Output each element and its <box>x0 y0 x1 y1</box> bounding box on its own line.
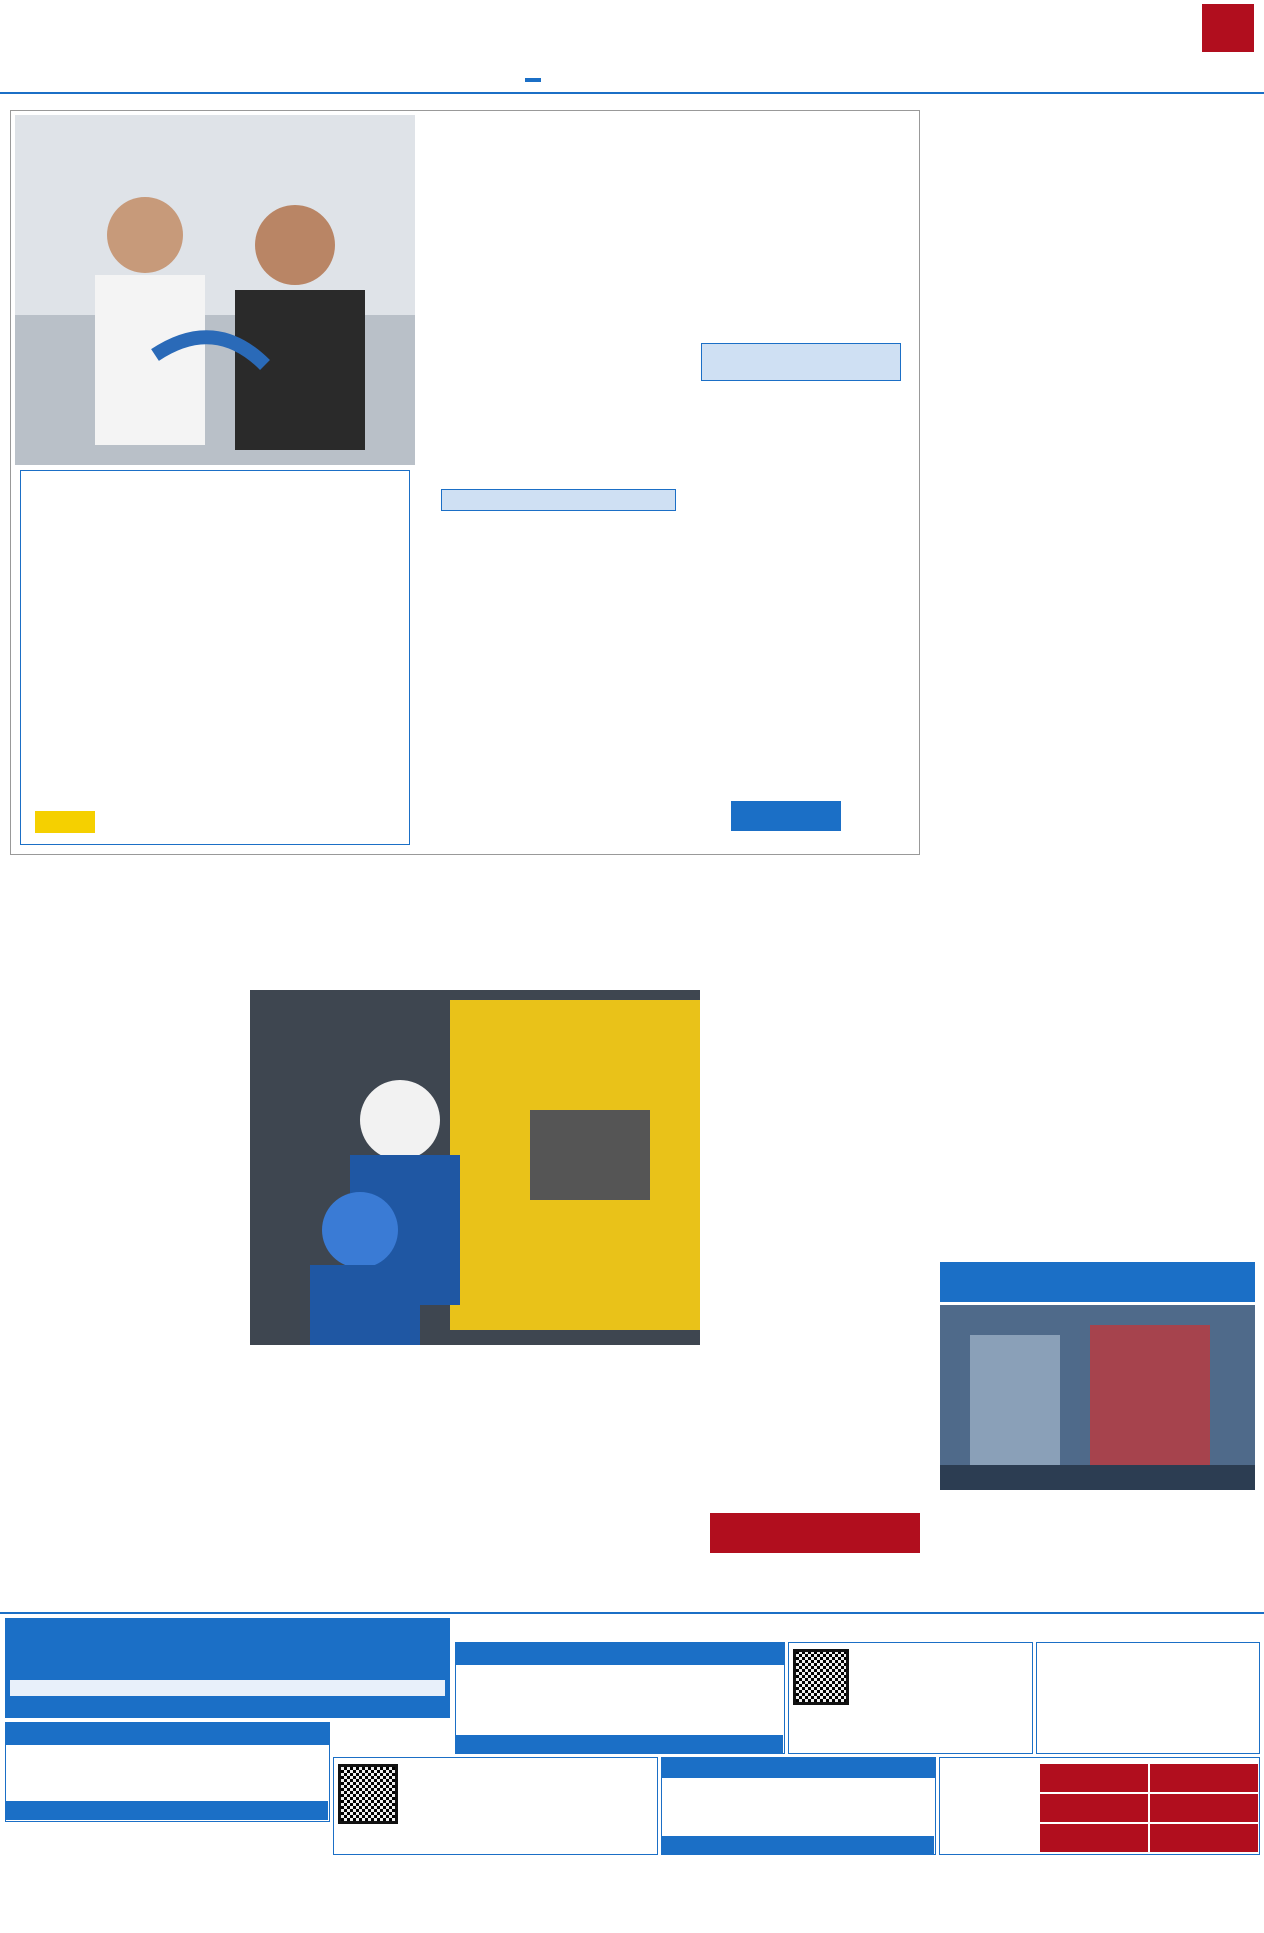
side-story-2 <box>940 568 1255 1263</box>
lead-sub2 <box>701 343 901 381</box>
renovation-tags <box>1040 1764 1258 1852</box>
art-tel <box>662 1836 934 1854</box>
side1-body <box>940 209 1255 534</box>
hotline <box>525 78 541 82</box>
second-col3 <box>470 1351 695 1601</box>
lead-col1b <box>441 515 676 845</box>
hotel-title <box>456 1643 784 1665</box>
art-title <box>662 1758 935 1778</box>
second-col1 <box>15 991 240 1161</box>
lead-col2 <box>686 311 911 339</box>
kids-photo-qr-icon[interactable] <box>338 1764 398 1824</box>
trust-logo <box>710 1513 920 1553</box>
art-ad <box>661 1757 936 1855</box>
grid-banner <box>940 1262 1255 1302</box>
renovation-tag <box>1150 1794 1258 1822</box>
classified-price <box>10 1680 445 1696</box>
lead-col1 <box>441 329 676 484</box>
second-story <box>10 865 920 1605</box>
info-bar <box>0 76 1264 94</box>
renovation-tag <box>1150 1824 1258 1852</box>
renovation-tag <box>1040 1824 1148 1852</box>
second-photo <box>250 990 700 1345</box>
lead-photo <box>15 115 415 465</box>
commentary-logo <box>35 811 95 833</box>
shopping-ad <box>5 1722 330 1822</box>
termite-ad <box>1036 1642 1260 1754</box>
second-col2b <box>250 1413 460 1598</box>
second-col2 <box>250 1351 460 1377</box>
second-col1b <box>15 1199 240 1599</box>
camp-qr-icon[interactable] <box>793 1649 849 1705</box>
renovation-tag <box>1040 1764 1148 1792</box>
spacer <box>5 1824 330 1828</box>
lead-sub1 <box>441 489 676 511</box>
ads-notice <box>455 1618 1260 1640</box>
renovation-contacts <box>946 1784 1036 1850</box>
commentary <box>20 470 410 845</box>
innovation-logo <box>731 801 841 831</box>
camp-ad <box>788 1642 1033 1754</box>
masthead <box>0 0 1264 70</box>
second-col4b <box>710 1123 920 1493</box>
second-col4 <box>710 991 920 1086</box>
renovation-ad <box>939 1757 1260 1855</box>
shopping-head <box>6 1723 329 1745</box>
page-number <box>1202 4 1254 52</box>
renovation-tag <box>1150 1764 1258 1792</box>
factory-caption <box>940 1494 1255 1584</box>
lead-col2b <box>686 385 911 785</box>
side-story-1 <box>940 115 1255 555</box>
kids-photo-ad <box>333 1757 658 1855</box>
renovation-tag <box>1040 1794 1148 1822</box>
ads-divider <box>0 1612 1264 1614</box>
side2-body <box>940 664 1255 1224</box>
factory-photo <box>940 1305 1255 1490</box>
shopping-tel <box>6 1801 328 1820</box>
classified-banner <box>5 1618 450 1718</box>
commentary-body <box>33 533 399 803</box>
